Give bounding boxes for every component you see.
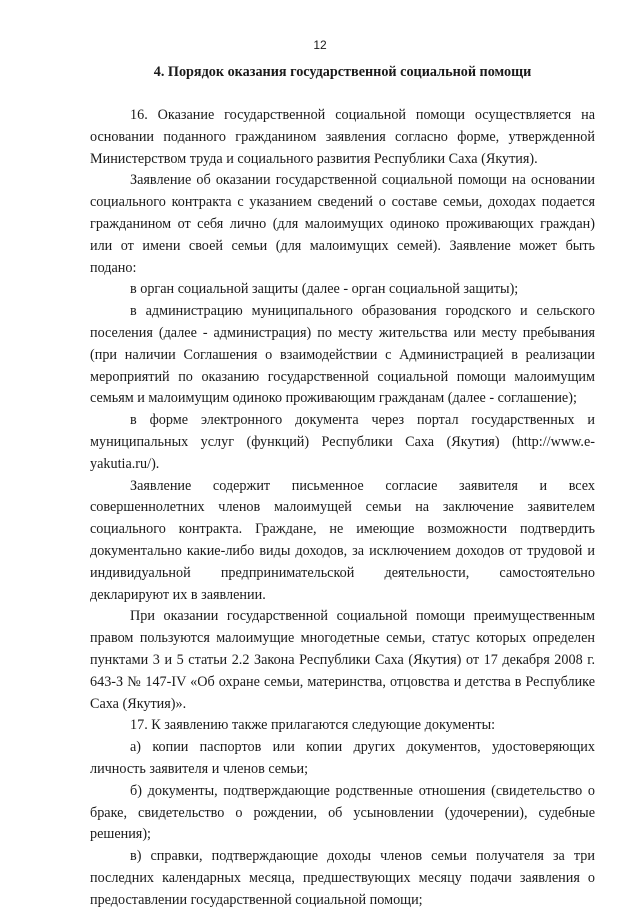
section-heading: 4. Порядок оказания государственной социальной помощи (153, 64, 532, 80)
paragraph: в форме электронного документа через портал государственных и муниципальных услуг (функций) Республики Саха (Якутия) (http://www.e-yakutia.ru/). (90, 412, 595, 472)
paragraph: 16. Оказание государственной социальной помощи осуществляется на основании поданного гражданином заявления согласно форме, утвержденной Министерством труда и социального развития Республики Саха (Якутия). (90, 107, 595, 167)
paragraph: Заявление содержит письменное согласие заявителя и всех совершеннолетних членов малоимущей семьи на заключение заявителем социального контракта. Граждане, не имеющие возможности подтвердить документально какие-либо виды доходов, за исключением доходов от трудовой и индивидуальной предпринимательской деятельности, самостоятельно декларируют их в заявлении. (90, 477, 595, 603)
paragraph: При оказании государственной социальной помощи преимущественным правом пользуются малоимущие многодетные семьи, статус которых определен пунктами 3 и 5 статьи 2.2 Закона Республики Саха (Якутия) от 17 декабря 2008 г. 643-З № 147-IV «Об охране семьи, материнства, отцовства и детства в Республике Саха (Якутия)». (90, 608, 595, 712)
paragraph: в) справки, подтверждающие доходы членов семьи получателя за три последних календарных месяца, предшествующих месяцу подачи заявления о предоставлении государственной социальной помощи; (90, 848, 595, 908)
paragraph: в администрацию муниципального образования городского и сельского поселения (далее - администрация) по месту жительства или месту пребывания (при наличии Соглашения о взаимодействии с Администрацией в реализации мероприятий по оказанию государственной социальной помощи малоимущим семьям и малоимущим одиноко проживающим гражданам (далее - соглашение); (90, 303, 595, 407)
paragraph: б) документы, подтверждающие родственные отношения (свидетельство о браке, свидетельство о рождении, об усыновлении (удочерении), судебные решения); (90, 782, 595, 843)
paragraph: Заявление об оказании государственной социальной помощи на основании социального контракта с указанием сведений о составе семьи, доходах подается гражданином от себя лично (для малоимущих одиноко проживающих граждан) или от имени своей семьи (для малоимущих семей). Заявление может быть подано: (90, 172, 595, 276)
paragraph: а) копии паспортов или копии других документов, удостоверяющих личность заявителя и членов семьи; (90, 739, 595, 777)
paragraph: 17. К заявлению также прилагаются следующие документы: (130, 717, 496, 734)
body-text (90, 105, 595, 911)
paragraph: в орган социальной защиты (далее - орган социальной защиты); (130, 281, 519, 298)
page-number: 12 (313, 38, 327, 52)
